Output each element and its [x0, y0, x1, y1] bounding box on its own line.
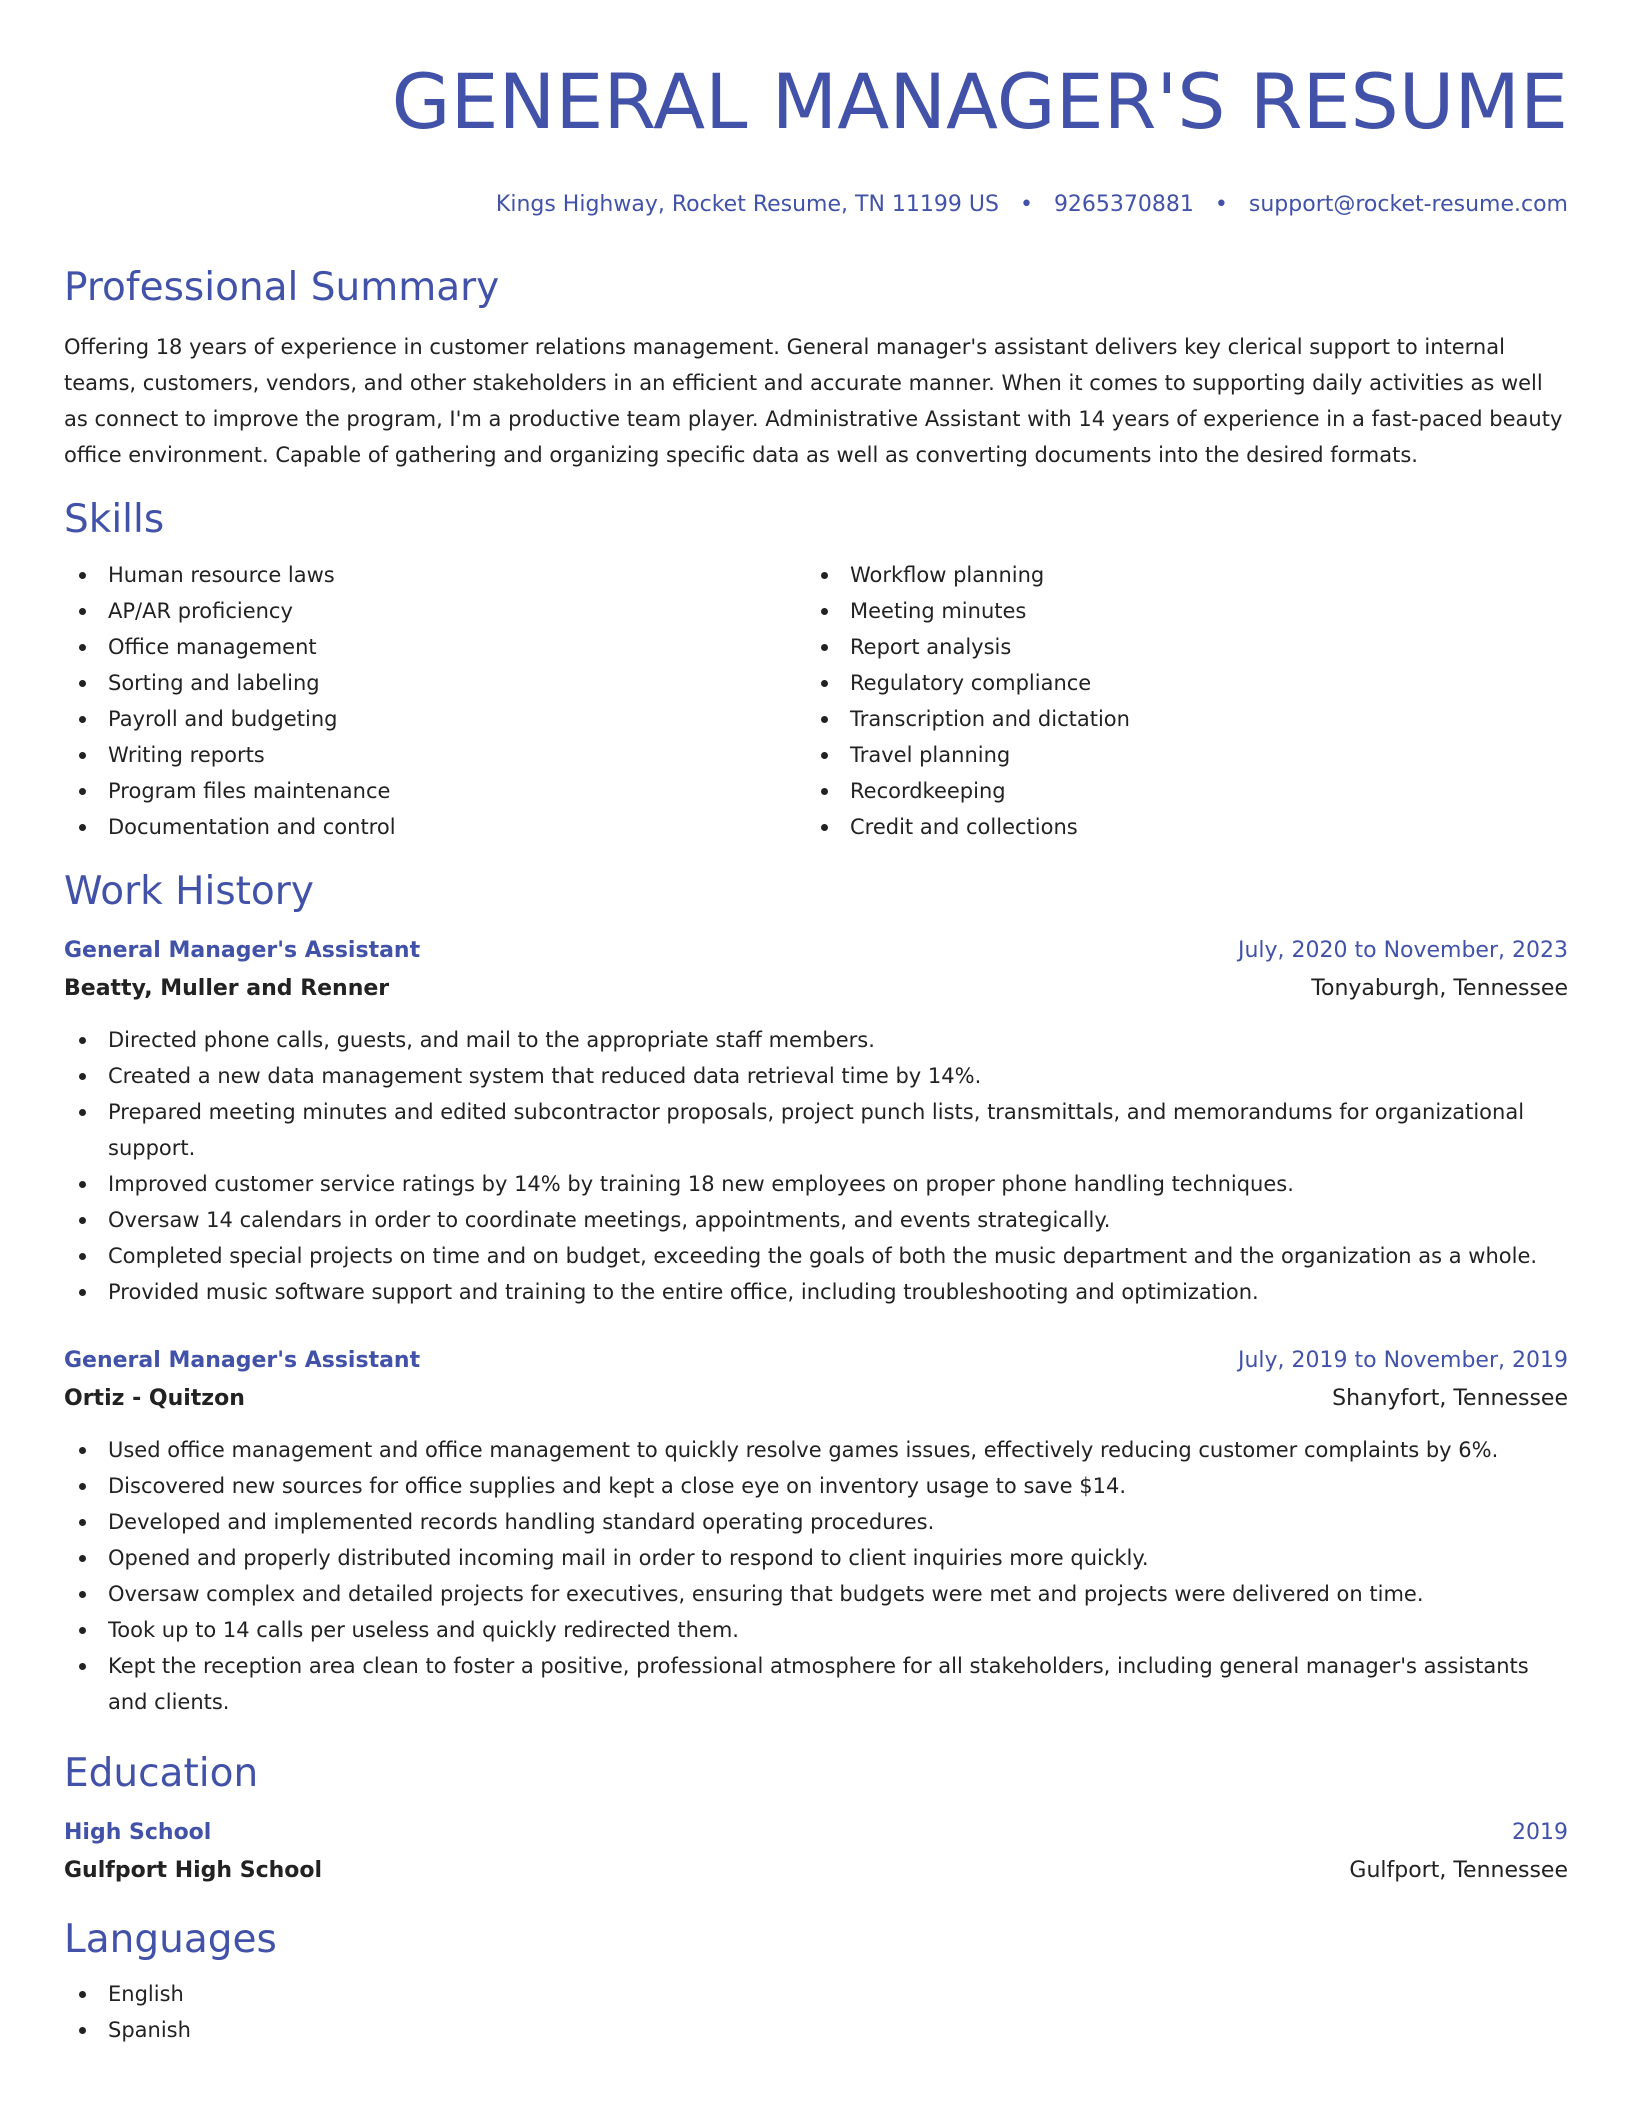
skills-grid	[64, 557, 1568, 845]
education-heading: Education	[64, 1751, 259, 1796]
job-bullet: Developed and implemented records handling standard operating procedures.	[64, 1504, 1568, 1540]
skill-item: Writing reports	[64, 737, 806, 773]
skill-item: Payroll and budgeting	[64, 701, 806, 737]
contact-address: Kings Highway, Rocket Resume, TN 11199 US	[495, 192, 999, 217]
job-bullet: Took up to 14 calls per useless and quickly redirected them.	[64, 1612, 1568, 1648]
resume-page	[64, 0, 1568, 2048]
education-degree: High School	[64, 1820, 212, 1845]
job-role: General Manager's Assistant	[64, 938, 421, 963]
job-location: Tonyaburgh, Tennessee	[1311, 976, 1568, 1001]
skill-item: Recordkeeping	[806, 773, 1548, 809]
job-company: Beatty, Muller and Renner	[64, 976, 390, 1001]
skill-item: Sorting and labeling	[64, 665, 806, 701]
job-company-row	[64, 970, 1568, 1008]
job-bullet: Oversaw complex and detailed projects for executives, ensuring that budgets were met and projects were delivered on time.	[64, 1576, 1568, 1612]
skills-list-left	[64, 557, 806, 845]
skill-item: AP/AR proficiency	[64, 593, 806, 629]
job-company-row	[64, 1380, 1568, 1418]
job-bullet: Completed special projects on time and on budget, exceeding the goals of both the music department and the organization as a whole.	[64, 1238, 1568, 1274]
education-entry	[64, 1814, 1568, 1890]
job-header-row	[64, 932, 1568, 970]
job-bullet: Provided music software support and training to the entire office, including troubleshooting and optimization.	[64, 1274, 1568, 1310]
education-year: 2019	[1512, 1820, 1568, 1845]
job-bullet: Used office management and office management to quickly resolve games issues, effectively reducing customer complaints by 6%.	[64, 1432, 1568, 1468]
education-header-row	[64, 1814, 1568, 1852]
skill-item: Report analysis	[806, 629, 1548, 665]
job-location: Shanyfort, Tennessee	[1332, 1386, 1568, 1411]
summary-heading: Professional Summary	[64, 265, 500, 310]
job-bullet: Prepared meeting minutes and edited subcontractor proposals, project punch lists, transmittals, and memorandums for organizational support.	[64, 1094, 1568, 1166]
job-bullet: Directed phone calls, guests, and mail to the appropriate staff members.	[64, 1022, 1568, 1058]
skill-item: Travel planning	[806, 737, 1548, 773]
education-school: Gulfport High School	[64, 1858, 323, 1883]
contact-email[interactable]: support@rocket-resume.com	[1248, 192, 1568, 217]
skill-item: Credit and collections	[806, 809, 1548, 845]
job-entry	[64, 1342, 1568, 1720]
skill-item: Program files maintenance	[64, 773, 806, 809]
contact-separator: •	[1214, 192, 1228, 217]
skill-item: Meeting minutes	[806, 593, 1548, 629]
job-bullet: Opened and properly distributed incoming mail in order to respond to client inquiries more quickly.	[64, 1540, 1568, 1576]
work-history-heading: Work History	[64, 869, 314, 914]
contact-separator: •	[1019, 192, 1033, 217]
contact-line	[64, 190, 1568, 220]
job-entry	[64, 932, 1568, 1310]
language-item: English	[64, 1976, 1568, 2012]
skill-item: Workflow planning	[806, 557, 1548, 593]
job-bullet: Created a new data management system that reduced data retrieval time by 14%.	[64, 1058, 1568, 1094]
job-dates: July, 2019 to November, 2019	[1237, 1348, 1568, 1373]
job-dates: July, 2020 to November, 2023	[1237, 938, 1568, 963]
languages-list	[64, 1976, 1568, 2048]
resume-title: GENERAL MANAGER'S RESUME	[391, 57, 1568, 146]
education-location: Gulfport, Tennessee	[1349, 1858, 1568, 1883]
job-bullet: Improved customer service ratings by 14% by training 18 new employees on proper phone handling techniques.	[64, 1166, 1568, 1202]
skills-list-right	[806, 557, 1548, 845]
job-bullet: Discovered new sources for office supplies and kept a close eye on inventory usage to save $14.	[64, 1468, 1568, 1504]
job-role: General Manager's Assistant	[64, 1348, 421, 1373]
job-bullet: Oversaw 14 calendars in order to coordinate meetings, appointments, and events strategically.	[64, 1202, 1568, 1238]
languages-heading: Languages	[64, 1917, 277, 1962]
skills-heading: Skills	[64, 497, 165, 542]
skill-item: Regulatory compliance	[806, 665, 1548, 701]
skill-item: Transcription and dictation	[806, 701, 1548, 737]
skill-item: Documentation and control	[64, 809, 806, 845]
education-school-row	[64, 1852, 1568, 1890]
language-item: Spanish	[64, 2012, 1568, 2048]
summary-text: Offering 18 years of experience in customer relations management. General manager's assistant delivers key clerical support to internal teams, customers, vendors, and other stakeholders in an efficient and accurate manner. When it comes to supporting daily activities as well as connect to improve the program, I'm a productive team player. Administrative Assistant with 14 years of experience in a fast-paced beauty office environment. Capable of gathering and organizing specific data as well as converting documents into the desired formats.	[64, 335, 1563, 467]
job-bullets	[64, 1022, 1568, 1310]
job-company: Ortiz - Quitzon	[64, 1386, 245, 1411]
skill-item: Human resource laws	[64, 557, 806, 593]
job-header-row	[64, 1342, 1568, 1380]
skill-item: Office management	[64, 629, 806, 665]
contact-phone: 9265370881	[1053, 192, 1194, 217]
job-bullets	[64, 1432, 1568, 1720]
job-bullet: Kept the reception area clean to foster a positive, professional atmosphere for all stakeholders, including general manager's assistants and clients.	[64, 1648, 1568, 1720]
